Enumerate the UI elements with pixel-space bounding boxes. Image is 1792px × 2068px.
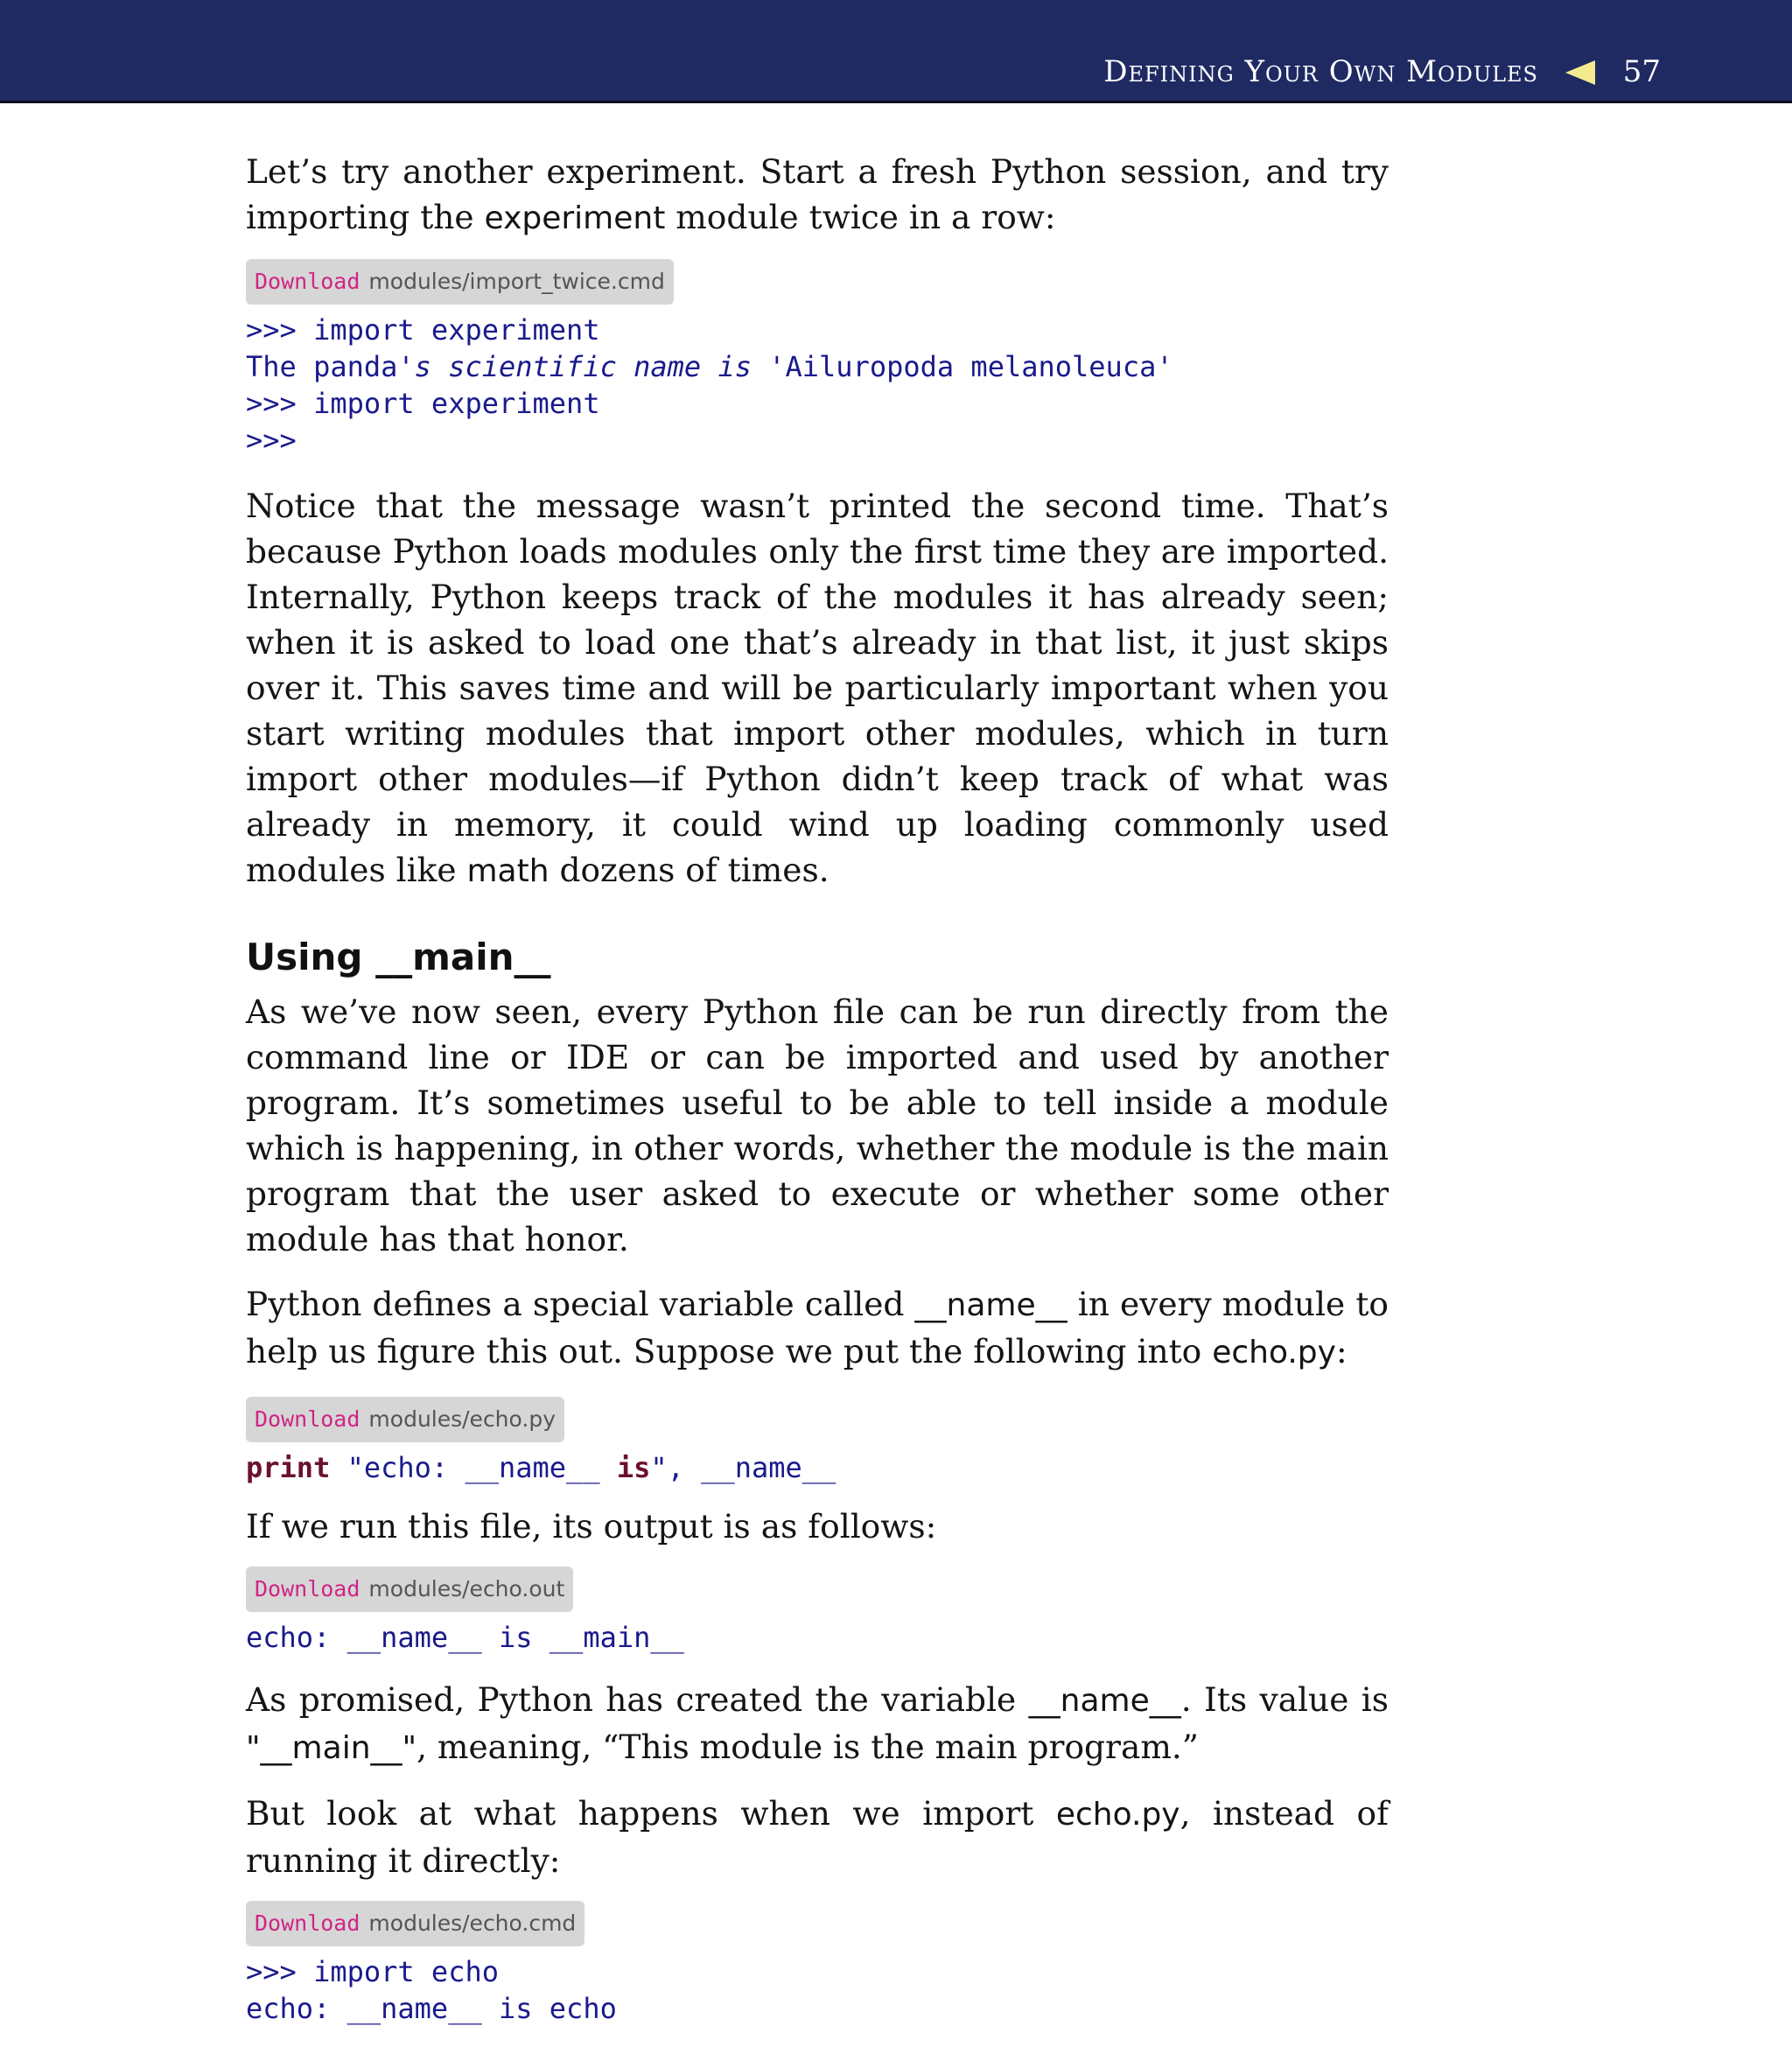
intro-paragraph: Let’s try another experiment. Start a fresh Python session, and try importing the experiment module twice in a row: [246,152,1389,236]
download-label[interactable]: Download [255,1406,360,1432]
download-path[interactable]: modules/import_twice.cmd [368,269,665,294]
inline-variable-name: __name__ [914,1287,1068,1323]
inline-value: "__main__" [246,1730,417,1766]
download-link[interactable] [246,1397,564,1442]
import-paragraph: But look at what happens when we import echo.py, instead of running it directly: [246,1794,1389,1880]
code-block [246,312,1389,459]
code-line: >>> import echo [246,1955,499,1988]
download-label[interactable]: Download [255,1910,360,1936]
code-line: >>> import experiment [246,387,600,420]
code-line: echo: __name__ is __main__ [246,1621,684,1654]
download-link[interactable] [246,259,674,305]
run-paragraph: If we run this file, its output is as follows: [246,1507,937,1546]
download-label[interactable]: Download [255,269,360,294]
inline-module-name: experiment [484,200,666,236]
page-header [0,0,1792,103]
download-label[interactable]: Download [255,1576,360,1602]
code-block [246,1619,1389,1656]
download-link[interactable] [246,1567,573,1612]
listing-3 [246,1567,1389,1656]
code-block [246,1953,1389,2027]
download-path[interactable]: modules/echo.py [368,1406,556,1432]
listing-2 [246,1397,1389,1486]
main-paragraph: As we’ve now seen, every Python file can be run directly from the command line or IDE or can be imported and used by another program. It’s sometimes useful to be able to tell inside a module which is happening, in other words, whether the module is the main program that the user asked to execute or whether some other module has that honor. [246,992,1389,1258]
code-line: echo: __name__ is echo [246,1992,617,2025]
name-paragraph: Python defines a special variable called __name__ in every module to help us figure this out. Suppose we put the following into echo.py: [246,1285,1389,1370]
inline-file-name: echo.py [1055,1797,1180,1833]
inline-file-name: echo.py [1212,1335,1336,1370]
running-title: Defining Your Own Modules [1103,54,1538,89]
section-heading: Using __main__ [246,936,551,978]
code-line: >>> [246,424,297,457]
code-block: print "echo: __name__ is", __name__ [246,1451,836,1484]
listing-4 [246,1901,1389,2027]
page-number: 57 [1622,54,1661,89]
inline-module-name: math [466,853,550,889]
code-line: >>> import experiment [246,313,600,347]
download-path[interactable]: modules/echo.out [368,1576,565,1602]
page-content [246,149,1389,2027]
notice-paragraph: Notice that the message wasn’t printed the second time. That’s because Python loads modules only the first time they are imported. Internally, Python keeps track of the modules it has already seen; when it is asked to load one that’s already in that list, it just skips over it. This saves time and will be particularly important when you start writing modules that import other modules, which in turn import other modules—if Python didn’t keep track of what was already in memory, it could wind up loading commonly used modules like math dozens of times. [246,487,1389,889]
download-path[interactable]: modules/echo.cmd [368,1910,577,1936]
inline-variable-name: __name__ [1028,1683,1181,1719]
code-line: The panda's scientific name is 'Ailuropoda melanoleuca' [246,350,1173,383]
listing-1 [246,259,1389,459]
download-link[interactable] [246,1901,584,1946]
back-arrow-icon[interactable] [1565,60,1595,85]
promised-paragraph: As promised, Python has created the variable __name__. Its value is "__main__", meaning, “This module is the main program.” [246,1680,1389,1766]
